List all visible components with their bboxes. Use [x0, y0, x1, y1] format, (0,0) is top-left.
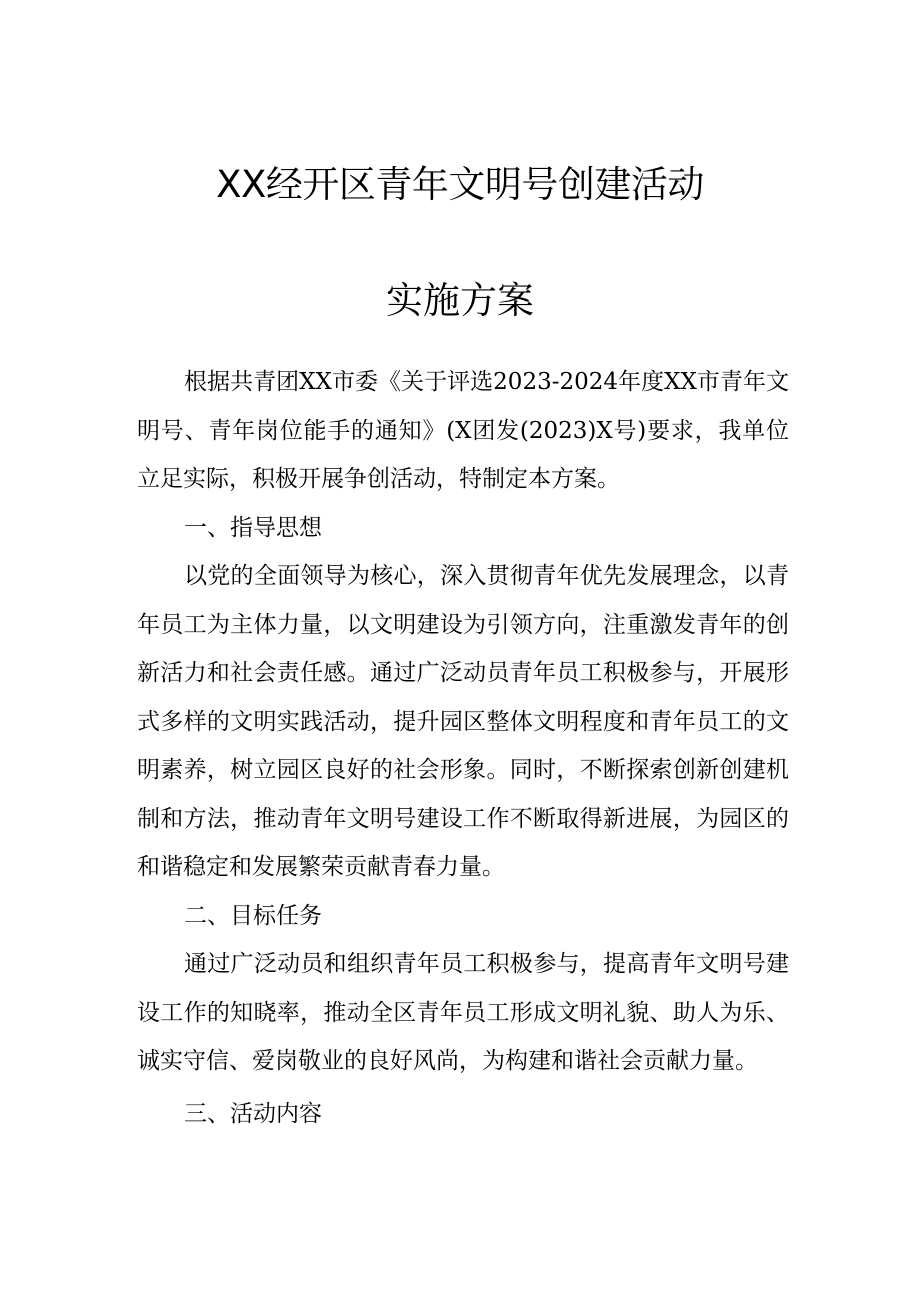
section-body-guiding-ideology: 以党的全面领导为核心，深入贯彻青年优先发展理念，以青年员工为主体力量，以文明建设为引领方向，注重激发青年的创新活力和社会责任感。通过广泛动员青年员工积极参与，开展形式多样的文明实践活动，提升园区整体文明程度和青年员工的文明素养，树立园区良好的社会形象。同时，不断探索创新创建机制和方法，推动青年文明号建设工作不断取得新进展，为园区的和谐稳定和发展繁荣贡献青春力量。 — [137, 563, 789, 880]
section-heading-objectives: 二、目标任务 — [184, 902, 322, 929]
document-body — [137, 358, 789, 1138]
section-heading-guiding-ideology: 一、指导思想 — [184, 514, 322, 541]
intro-paragraph: 根据共青团XX市委《关于评选2023-2024年度XX市青年文明号、青年岗位能手的通知》(X团发(2023)X号)要求，我单位立足实际，积极开展争创活动，特制定本方案。 — [137, 369, 789, 492]
document-subtitle: 实施方案 — [386, 279, 534, 322]
document-title: XX经开区青年文明号创建活动 — [216, 163, 704, 206]
section-heading-activities: 三、活动内容 — [184, 1100, 322, 1127]
section-body-objectives: 通过广泛动员和组织青年员工积极参与，提高青年文明号建设工作的知晓率，推动全区青年员工形成文明礼貌、助人为乐、诚实守信、爱岗敬业的良好风尚，为构建和谐社会贡献力量。 — [137, 951, 789, 1074]
